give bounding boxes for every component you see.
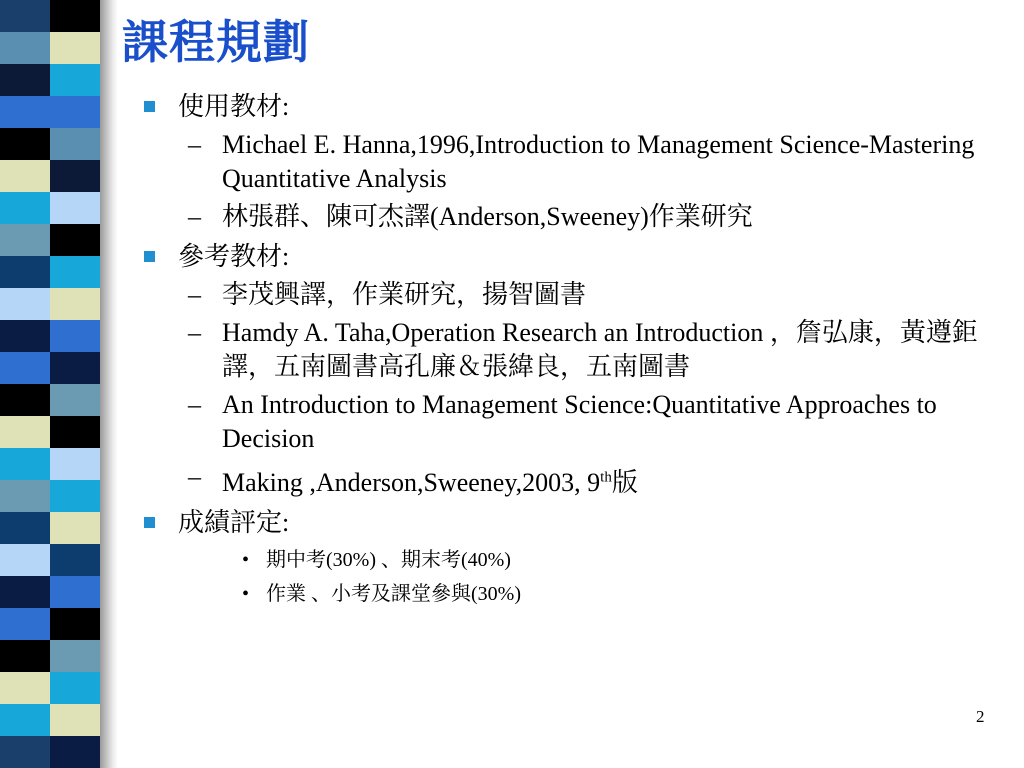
list-item — [140, 460, 990, 500]
stripe-block — [0, 32, 50, 64]
list-item-text: An Introduction to Management Science:Quantitative Approaches to Decision — [222, 390, 937, 453]
stripe-block — [50, 512, 100, 544]
stripe-column-left — [0, 0, 50, 768]
stripe-block — [0, 352, 50, 384]
list-item-text-suffix: 版 — [611, 467, 638, 497]
stripe-block — [0, 288, 50, 320]
slide-content — [140, 84, 990, 608]
section-heading-references — [140, 240, 990, 274]
list-item-text: 作業 、小考及課堂參與(30%) — [266, 582, 521, 605]
list-item — [140, 546, 990, 574]
stripe-block — [50, 128, 100, 160]
stripe-block — [0, 704, 50, 736]
square-bullet-icon — [144, 517, 155, 528]
stripe-block — [50, 384, 100, 416]
square-bullet-icon — [144, 101, 155, 112]
stripe-block — [50, 288, 100, 320]
stripe-block — [50, 672, 100, 704]
stripe-block — [0, 512, 50, 544]
dot-bullet-icon: • — [242, 548, 250, 571]
slide-title: 課程規劃 — [122, 17, 310, 68]
stripe-block — [50, 96, 100, 128]
stripe-block — [50, 704, 100, 736]
stripe-column-right — [50, 0, 100, 768]
stripe-block — [50, 448, 100, 480]
stripe-block — [0, 320, 50, 352]
stripe-block — [0, 256, 50, 288]
stripe-block — [50, 480, 100, 512]
list-item — [140, 200, 990, 234]
stripe-block — [0, 576, 50, 608]
list-item-text — [222, 468, 638, 497]
stripe-block — [50, 736, 100, 768]
dot-bullet-icon: • — [242, 582, 250, 605]
dash-bullet-icon: – — [188, 462, 201, 491]
stripe-block — [50, 320, 100, 352]
stripe-block — [50, 192, 100, 224]
dash-bullet-icon: – — [188, 280, 201, 309]
list-item-text-main: Making ,Anderson,Sweeney,2003, 9 — [222, 467, 601, 497]
stripe-block — [0, 640, 50, 672]
list-item — [140, 316, 990, 384]
stripe-block — [0, 128, 50, 160]
stripe-block — [0, 416, 50, 448]
stripe-block — [50, 640, 100, 672]
stripe-block — [0, 64, 50, 96]
list-item — [140, 388, 990, 456]
stripe-block — [0, 608, 50, 640]
list-item — [140, 128, 990, 196]
stripe-shadow — [100, 0, 118, 768]
square-bullet-icon — [144, 251, 155, 262]
stripe-block — [0, 96, 50, 128]
stripe-block — [0, 192, 50, 224]
list-item-text: 林張群、陳可杰譯(Anderson,Sweeney)作業研究 — [222, 202, 753, 231]
stripe-block — [0, 384, 50, 416]
stripe-block — [50, 576, 100, 608]
stripe-block — [0, 480, 50, 512]
section-heading-label: 使用教材: — [178, 92, 290, 121]
list-item — [140, 278, 990, 312]
stripe-block — [0, 672, 50, 704]
stripe-block — [50, 352, 100, 384]
stripe-block — [50, 32, 100, 64]
section-heading-label: 成績評定: — [178, 507, 290, 537]
stripe-block — [50, 544, 100, 576]
stripe-block — [0, 448, 50, 480]
stripe-block — [50, 64, 100, 96]
list-item — [140, 580, 990, 608]
stripe-block — [0, 0, 50, 32]
stripe-block — [50, 160, 100, 192]
dash-bullet-icon: – — [188, 130, 201, 159]
list-item-text: Michael E. Hanna,1996,Introduction to Management Science-Mastering Quantitative Analysis — [222, 130, 975, 193]
dash-bullet-icon: – — [188, 390, 201, 419]
stripe-block — [0, 544, 50, 576]
page-number: 2 — [976, 707, 985, 726]
stripe-block — [0, 736, 50, 768]
list-item-text: Hamdy A. Taha,Operation Research an Introduction ，詹弘康，黃遵鉅譯，五南圖書高孔廉＆張緯良，五南圖書 — [222, 318, 978, 381]
section-heading-textbooks — [140, 90, 990, 124]
section-heading-grading — [140, 506, 990, 540]
stripe-block — [50, 0, 100, 32]
stripe-block — [50, 256, 100, 288]
decorative-stripe — [0, 0, 118, 768]
dash-bullet-icon: – — [188, 202, 201, 231]
dash-bullet-icon: – — [188, 318, 201, 347]
section-heading-label: 參考教材: — [178, 242, 290, 271]
stripe-block — [0, 224, 50, 256]
stripe-block — [50, 608, 100, 640]
stripe-block — [0, 160, 50, 192]
superscript: th — [600, 469, 612, 485]
stripe-block — [50, 224, 100, 256]
list-item-text: 期中考(30%) 、期末考(40%) — [266, 548, 511, 571]
list-item-text: 李茂興譯，作業研究，揚智圖書 — [222, 280, 587, 309]
stripe-block — [50, 416, 100, 448]
